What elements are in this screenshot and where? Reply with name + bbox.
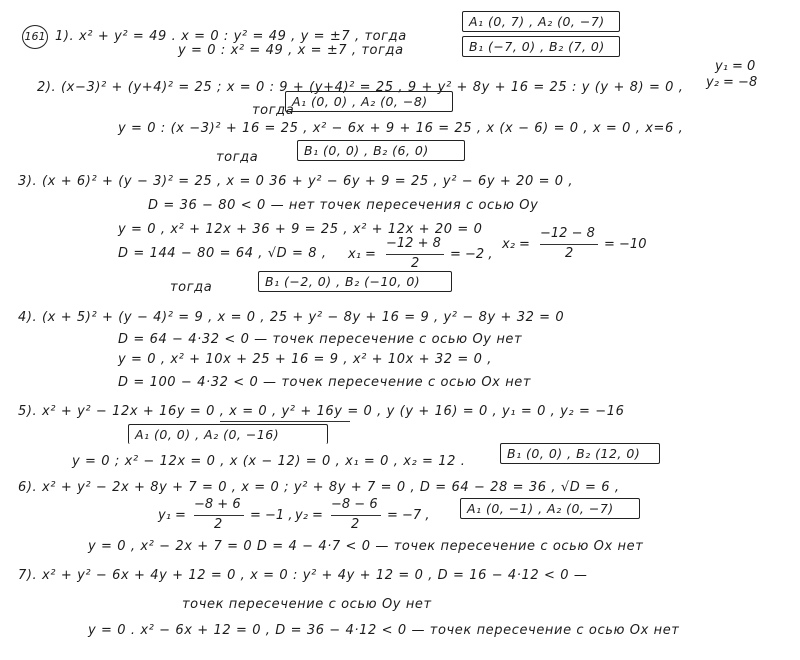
solution-line: точек пересечение с осью Oy нет — [182, 597, 432, 612]
answer-box: B₁ (−2, 0) , B₂ (−10, 0) — [258, 271, 452, 292]
solution-line: y = 0 , x² + 12x + 36 + 9 = 25 , x² + 12x + 20 = 0 — [118, 222, 483, 237]
answer-box: A₁ (0, 7) , A₂ (0, −7) — [462, 11, 620, 32]
fraction-result: = −10 — [604, 237, 647, 252]
fraction-numerator: −12 − 8 — [540, 226, 595, 241]
solution-line: D = 64 − 4·32 < 0 — точек пересечение с осью Oy нет — [118, 332, 523, 347]
solution-line: тогда — [170, 280, 213, 295]
answer-box: B₁ (0, 0) , B₂ (6, 0) — [297, 140, 465, 161]
solution-line: y = 0 , x² − 2x + 7 = 0 D = 4 − 4·7 < 0 — точек пересечение с осью Ox нет — [88, 539, 644, 554]
solution-line: D = 100 − 4·32 < 0 — точек пересечение с осью Ox нет — [118, 375, 532, 390]
fraction-denominator: 2 — [565, 246, 574, 261]
fraction-result: = −7 , — [387, 508, 430, 523]
answer-box: A₁ (0, −1) , A₂ (0, −7) — [460, 498, 640, 519]
solution-line: 5). x² + y² − 12x + 16y = 0 , x = 0 , y² + 16y = 0 , y (y + 16) = 0 , y₁ = 0 , y₂ = −16 — [18, 404, 625, 419]
answer-box: B₁ (−7, 0) , B₂ (7, 0) — [462, 36, 620, 57]
solution-line: D = 36 − 80 < 0 — нет точек пересечения с осью Oy — [148, 198, 539, 213]
answer-box: B₁ (0, 0) , B₂ (12, 0) — [500, 443, 660, 464]
fraction-result: = −1 , — [250, 508, 293, 523]
fraction-denominator: 2 — [411, 256, 420, 271]
fraction-numerator: −8 + 6 — [194, 497, 241, 512]
solution-line: 4). (x + 5)² + (y − 4)² = 9 , x = 0 , 25 + y² − 8y + 16 = 9 , y² − 8y + 32 = 0 — [18, 310, 565, 325]
underline — [220, 421, 350, 422]
solution-line: 6). x² + y² − 2x + 8y + 7 = 0 , x = 0 ; y² + 8y + 7 = 0 , D = 64 − 28 = 36 , √D = 6 , — [18, 480, 620, 495]
problem-number-badge: 161 — [22, 25, 48, 49]
fraction-result: = −2 , — [450, 247, 493, 262]
answer-box: A₁ (0, 0) , A₂ (0, −8) — [285, 91, 453, 112]
solution-line: D = 144 − 80 = 64 , √D = 8 , — [118, 246, 327, 261]
solution-line: тогда — [216, 150, 259, 165]
side-note: y₁ = 0 — [715, 59, 756, 74]
solution-line: y = 0 , x² + 10x + 25 + 16 = 9 , x² + 10x + 32 = 0 , — [118, 352, 492, 367]
fraction-label: y₂ = — [295, 508, 323, 523]
solution-line: y = 0 : (x −3)² + 16 = 25 , x² − 6x + 9 + 16 = 25 , x (x − 6) = 0 , x = 0 , x=6 , — [118, 121, 684, 136]
side-note: y₂ = −8 — [706, 75, 758, 90]
fraction-label: x₂ = — [502, 237, 530, 252]
solution-line: 7). x² + y² − 6x + 4y + 12 = 0 , x = 0 : y² + 4y + 12 = 0 , D = 16 − 4·12 < 0 — — [18, 568, 588, 583]
solution-line: y = 0 ; x² − 12x = 0 , x (x − 12) = 0 , x₁ = 0 , x₂ = 12 . — [72, 454, 466, 469]
fraction-numerator: −8 − 6 — [331, 497, 378, 512]
solution-line: 3). (x + 6)² + (y − 3)² = 25 , x = 0 36 + y² − 6y + 9 = 25 , y² − 6y + 20 = 0 , — [18, 174, 574, 189]
fraction-label: y₁ = — [158, 508, 186, 523]
fraction-label: x₁ = — [348, 247, 376, 262]
fraction-bar — [540, 244, 598, 245]
solution-line: тогда — [252, 103, 295, 118]
fraction-bar — [331, 515, 381, 516]
fraction-denominator: 2 — [351, 517, 360, 532]
solution-line: 2). (x−3)² + (y+4)² = 25 ; x = 0 : 9 + (y+4)² = 25 , 9 + y² + 8y + 16 = 25 : y (y + 8) = 0 , — [37, 80, 684, 95]
fraction-denominator: 2 — [214, 517, 223, 532]
fraction-bar — [386, 254, 444, 255]
fraction-numerator: −12 + 8 — [386, 236, 441, 251]
solution-line: y = 0 . x² − 6x + 12 = 0 , D = 36 − 4·12 < 0 — точек пересечение с осью Ox нет — [88, 623, 680, 638]
answer-box: A₁ (0, 0) , A₂ (0, −16) — [128, 424, 328, 444]
solution-line: 1). x² + y² = 49 . x = 0 : y² = 49 , y = ±7 , тогда — [55, 29, 407, 44]
fraction-bar — [194, 515, 244, 516]
solution-line: y = 0 : x² = 49 , x = ±7 , тогда — [178, 43, 404, 58]
